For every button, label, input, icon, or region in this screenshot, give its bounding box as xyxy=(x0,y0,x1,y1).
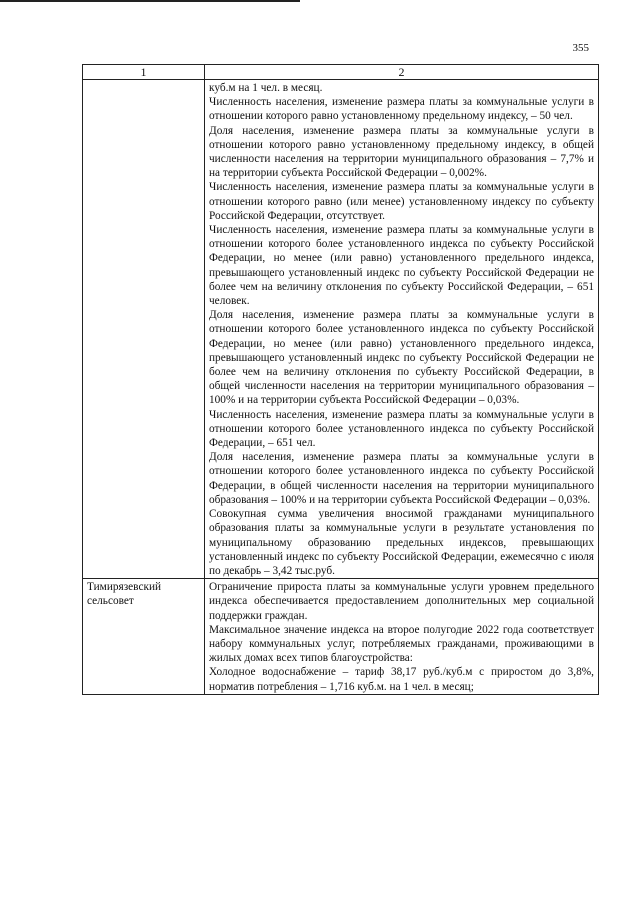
column-header-2: 2 xyxy=(205,65,599,80)
page-number: 355 xyxy=(572,42,589,54)
paragraph: Доля населения, изменение размера платы за коммунальные услуги в отношении которого равно установленному предельному индексу, в общей численности населения на территории муниципального образования – 7,7% и на территории субъекта Российской Федерации – 0,002%. xyxy=(209,124,594,180)
paragraph: Численность населения, изменение размера платы за коммунальные услуги в отношении которого более установленного индекса по субъекту Российской Федерации, но менее (или равно) установленного предельного индекса, превышающего установленный индекс по субъекту Российской Федерации не более чем на величину отклонения по субъекту Российской Федерации, – 651 человек. xyxy=(209,224,594,308)
paragraph: Ограничение прироста платы за коммунальные услуги уровнем предельного индекса обеспечивается предоставлением дополнительных мер социальной поддержки граждан. xyxy=(209,581,594,622)
table-header-row xyxy=(83,65,599,80)
paragraph: Максимальное значение индекса на второе полугодие 2022 года соответствует набору коммунальных услуг, потребляемых гражданами, проживающими в жилых домах всех типов благоустройства: xyxy=(209,623,594,665)
row-2-content xyxy=(205,579,599,695)
paragraph: Численность населения, изменение размера платы за коммунальные услуги в отношении которого более установленного индекса по субъекту Российской Федерации, – 651 чел. xyxy=(209,408,594,450)
top-border-line xyxy=(0,0,300,2)
paragraph: куб.м на 1 чел. в месяц. xyxy=(209,82,323,94)
paragraph: Доля населения, изменение размера платы за коммунальные услуги в отношении которого более установленного индекса по субъекту Российской Федерации, в общей численности населения на территории муниципального образования – 100% и на территории субъекта Российской Федерации – 0,03%. xyxy=(209,451,594,506)
table-row xyxy=(83,80,599,579)
paragraph: Доля населения, изменение размера платы за коммунальные услуги в отношении которого более установленного индекса по субъекту Российской Федерации, но менее (или равно) установленного предельного индекса, превышающего установленный индекс по субъекту Российской Федерации не более чем на величину отклонения по субъекту Российской Федерации, в общей численности населения на территории муниципального образования – 100% и на территории субъекта Российской Федерации – 0,03%. xyxy=(209,309,594,407)
column-header-1: 1 xyxy=(83,65,205,80)
paragraph: Численность населения, изменение размера платы за коммунальные услуги в отношении которого равно (или менее) установленному индексу по субъекту Российской Федерации, отсутствует. xyxy=(209,181,594,222)
row-2-municipality: Тимирязевский сельсовет xyxy=(83,579,205,695)
paragraph: Совокупная сумма увеличения вносимой гражданами муниципального образования платы за коммунальные услуги в результате установления по муниципальному образованию предельных индексов, превышающих установленный индекс по субъекту Российской Федерации, ежемесячно с июля по декабрь – 3,42 тыс.руб. xyxy=(209,508,594,577)
table-row xyxy=(83,579,599,695)
row-1-content xyxy=(205,80,599,579)
paragraph: Холодное водоснабжение – тариф 38,17 руб./куб.м с приростом до 3,8%, норматив потребления – 1,716 куб.м. на 1 чел. в месяц; xyxy=(209,666,594,693)
row-1-municipality xyxy=(83,80,205,579)
paragraph: Численность населения, изменение размера платы за коммунальные услуги в отношении которого равно установленному предельному индексу, – 50 чел. xyxy=(209,96,594,123)
document-table xyxy=(82,64,599,695)
